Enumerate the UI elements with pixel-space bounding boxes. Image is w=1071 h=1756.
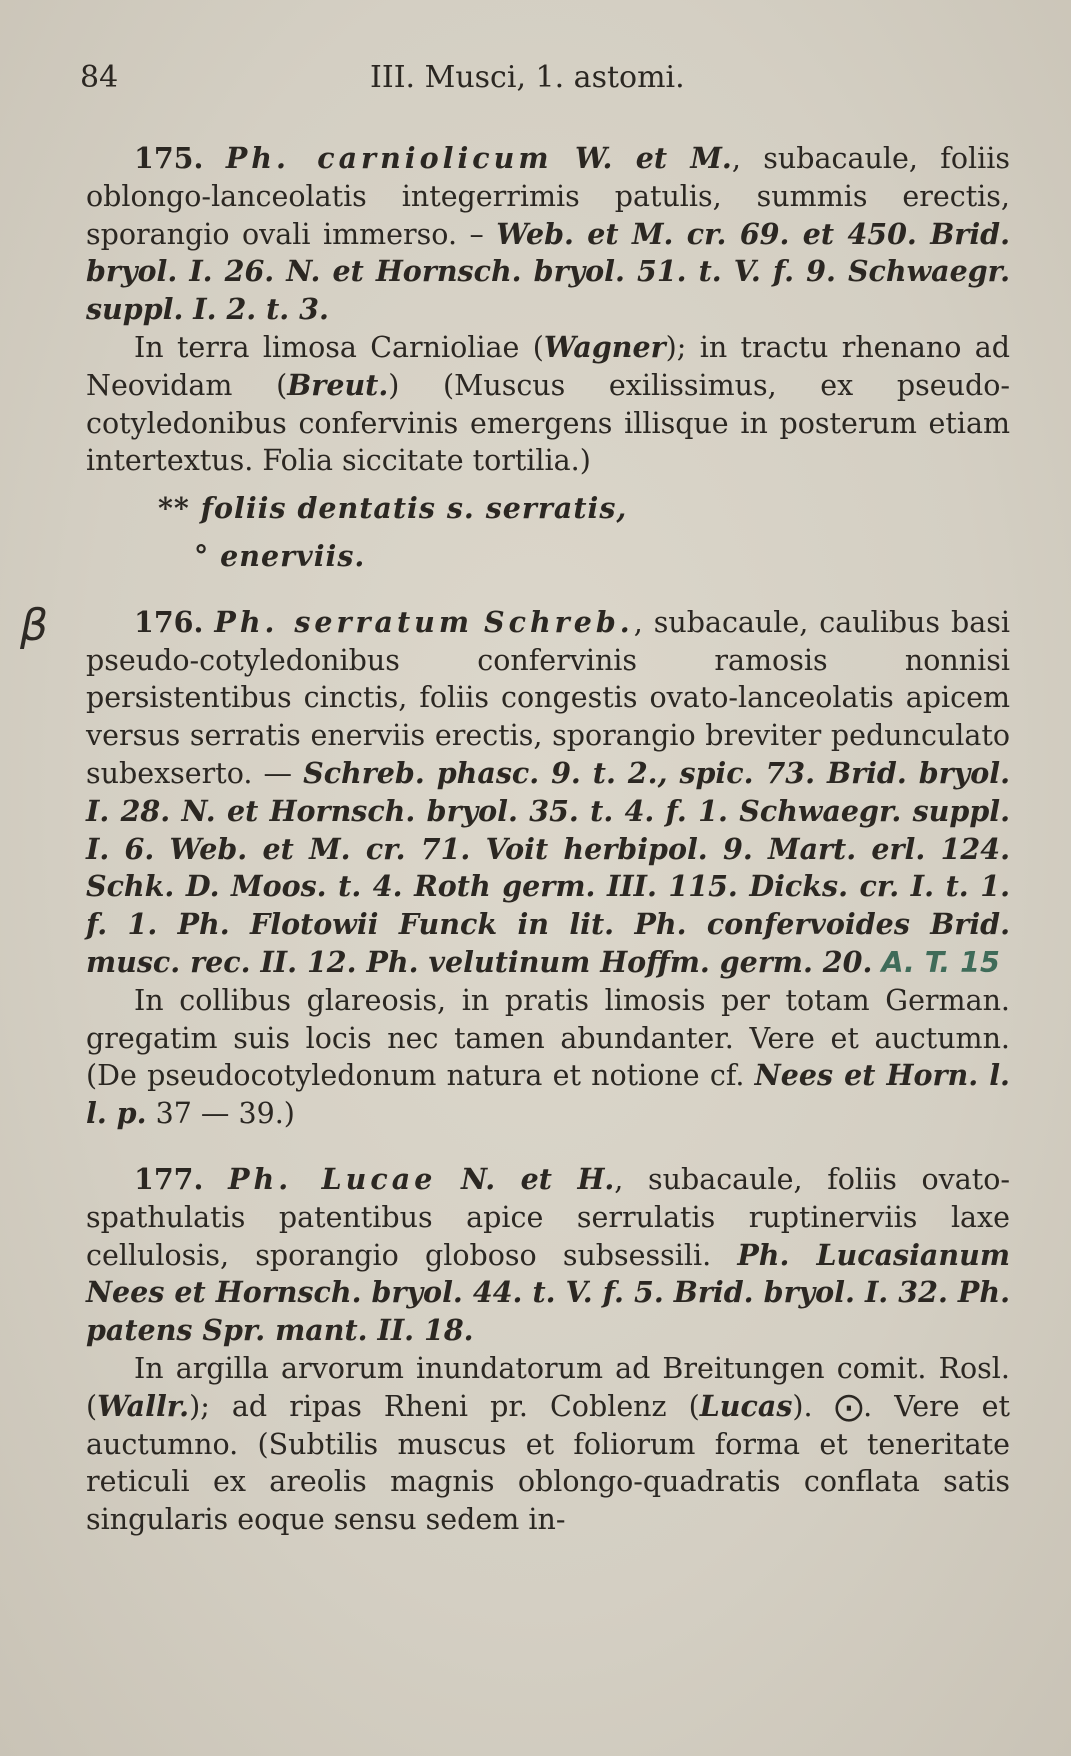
subsection-heading: ° enerviis. — [194, 538, 366, 573]
habitat-text: ). ⨀. Vere et auctumno. (Subtilis muscus et foliorum forma et teneritate reticuli ex areolis magnis oblongo-quadratis conflata satis singularis eoque sensu sedem in- — [86, 1389, 1010, 1537]
species-name: Ph. Lucae — [228, 1161, 437, 1196]
page-number: 84 — [80, 60, 119, 95]
habitat-175 — [86, 329, 1010, 480]
diagnosis: , subacaule, foliis oblongo-lanceolatis integerrimis patulis, summis erectis, sporangio ovali immerso. – — [86, 142, 1010, 251]
section-heading: ** foliis dentatis s. serratis, — [158, 491, 628, 526]
collector: Wagner — [543, 329, 666, 364]
diagnosis: , subacaule, caulibus basi pseudo-cotyledonibus confervinis ramosis nonnisi persistentibus cinctis, foliis congestis ovato-lanceolatis apicem versus serratis enerviis erectis, sporangio breviter pedunculato subexserto. — — [86, 605, 1010, 790]
collector: Wallr. — [97, 1388, 190, 1423]
habitat-text: ); ad ripas Rheni pr. Coblenz ( — [189, 1389, 700, 1423]
species-name: Ph. serratum — [214, 604, 474, 639]
references: Web. et M. cr. 69. et 450. Brid. bryol. I. 26. N. et Hornsch. bryol. 51. t. V. f. 9. Schwaegr. suppl. I. 2. t. 3. — [86, 216, 1011, 327]
entry-176 — [86, 604, 1010, 982]
collector: Breut. — [287, 367, 389, 402]
habitat-177 — [86, 1350, 1010, 1539]
citation: Nees et Horn. l. l. p. — [86, 1058, 1010, 1131]
main-text — [86, 140, 1010, 1539]
habitat-text: ); in tractu rhenano ad Neovidam ( — [86, 330, 1010, 402]
habitat-text: In argilla arvorum inundatorum ad Breitungen comit. Rosl. ( — [86, 1351, 1010, 1423]
habitat-text: 37 — 39.) — [146, 1097, 295, 1131]
references: Schreb. phasc. 9. t. 2., spic. 73. Brid. bryol. I. 28. N. et Hornsch. bryol. 35. t. 4. f. 1. Schwaegr. suppl. I. 6. Web. et M. cr. 71. Voit herbipol. 9. Mart. erl. 124. Schk. D. Moos. t. 4. Roth germ. III. 115. Dicks. cr. I. t. 1. f. 1. Ph. Flotowii Funck in lit. Ph. confervoides Brid. musc. rec. II. 12. Ph. velutinum Hoffm. germ. 20. — [86, 755, 1010, 979]
entry-number: 176. — [134, 604, 204, 639]
handwritten-note: A. T. 15 — [881, 945, 1000, 979]
diagnosis: , subacaule, foliis ovato-spathulatis patentibus apice serrulatis ruptinerviis laxe cellulosis, sporangio globoso subsessili. — [86, 1162, 1010, 1272]
habitat-text: In collibus glareosis, in pratis limosis per totam German. gregatim suis locis nec tamen abundanter. Vere et auctumn. (De pseudocotyledonum natura et notione cf. — [86, 983, 1010, 1093]
species-name: Ph. carniolicum — [225, 141, 553, 175]
running-title: III. Musci, 1. astomi. — [370, 60, 685, 95]
habitat-176 — [86, 982, 1010, 1133]
entry-175 — [86, 140, 1010, 329]
margin-annotation: β — [20, 600, 49, 651]
entry-number: 177. — [134, 1161, 204, 1196]
entry-177 — [86, 1161, 1010, 1350]
references: Ph. Lucasianum Nees et Hornsch. bryol. 44. t. V. f. 5. Brid. bryol. I. 32. Ph. patens Spr. mant. II. 18. — [86, 1237, 1010, 1348]
habitat-text: ) (Muscus exilissimus, ex pseudo-cotyledonibus confervinis emergens illisque in posterum etiam intertextus. Folia siccitate tortilia.) — [86, 368, 1010, 478]
collector: Lucas — [699, 1388, 793, 1423]
habitat-text: In terra limosa Carnioliae ( — [134, 330, 544, 364]
species-authority: N. et H. — [461, 1161, 615, 1196]
species-authority: W. et M. — [574, 141, 732, 175]
entry-number: 175. — [134, 141, 204, 175]
species-authority: Schreb. — [484, 604, 634, 639]
